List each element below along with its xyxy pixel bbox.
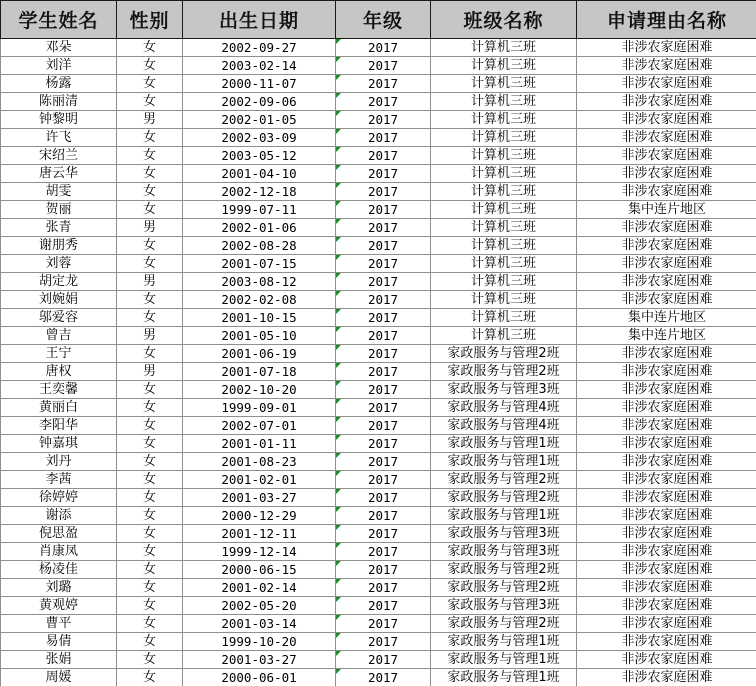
cell-class-name[interactable]: 计算机三班 [431, 111, 577, 129]
cell-gender[interactable]: 女 [117, 93, 183, 111]
cell-grade[interactable]: 2017 [336, 219, 431, 237]
cell-student-name[interactable]: 黄丽白 [1, 399, 117, 417]
cell-birth-date[interactable]: 2001-10-15 [183, 309, 336, 327]
cell-birth-date[interactable]: 2002-12-18 [183, 183, 336, 201]
cell-gender[interactable]: 女 [117, 147, 183, 165]
cell-reason[interactable]: 非涉农家庭困难 [577, 147, 756, 165]
cell-reason[interactable]: 非涉农家庭困难 [577, 507, 756, 525]
table-row [1, 435, 756, 453]
cell-reason[interactable]: 非涉农家庭困难 [577, 399, 756, 417]
cell-grade[interactable]: 2017 [336, 165, 431, 183]
cell-class-name[interactable]: 计算机三班 [431, 183, 577, 201]
cell-class-name[interactable]: 计算机三班 [431, 291, 577, 309]
cell-reason[interactable]: 非涉农家庭困难 [577, 435, 756, 453]
cell-grade[interactable]: 2017 [336, 543, 431, 561]
cell-grade[interactable]: 2017 [336, 489, 431, 507]
cell-gender[interactable]: 女 [117, 669, 183, 686]
cell-reason[interactable]: 非涉农家庭困难 [577, 345, 756, 363]
table-row [1, 579, 756, 597]
cell-gender[interactable]: 女 [117, 651, 183, 669]
cell-reason[interactable]: 集中连片地区 [577, 201, 756, 219]
cell-grade[interactable]: 2017 [336, 615, 431, 633]
cell-grade[interactable]: 2017 [336, 201, 431, 219]
cell-grade[interactable]: 2017 [336, 561, 431, 579]
table-row [1, 147, 756, 165]
cell-gender[interactable]: 女 [117, 615, 183, 633]
cell-gender[interactable]: 男 [117, 111, 183, 129]
cell-birth-date[interactable]: 2002-10-20 [183, 381, 336, 399]
cell-gender[interactable]: 女 [117, 435, 183, 453]
cell-class-name[interactable]: 家政服务与管理1班 [431, 453, 577, 471]
table-row [1, 525, 756, 543]
cell-student-name[interactable]: 钟黎明 [1, 111, 117, 129]
cell-birth-date[interactable]: 2002-09-27 [183, 39, 336, 57]
cell-gender[interactable]: 女 [117, 543, 183, 561]
cell-reason[interactable]: 非涉农家庭困难 [577, 219, 756, 237]
cell-class-name[interactable]: 家政服务与管理4班 [431, 399, 577, 417]
cell-reason[interactable]: 非涉农家庭困难 [577, 525, 756, 543]
cell-class-name[interactable]: 家政服务与管理1班 [431, 669, 577, 686]
cell-class-name[interactable]: 计算机三班 [431, 255, 577, 273]
cell-grade[interactable]: 2017 [336, 597, 431, 615]
cell-grade[interactable]: 2017 [336, 75, 431, 93]
cell-class-name[interactable]: 家政服务与管理1班 [431, 651, 577, 669]
cell-gender[interactable]: 女 [117, 597, 183, 615]
cell-reason[interactable]: 非涉农家庭困难 [577, 651, 756, 669]
table-row [1, 75, 756, 93]
cell-birth-date[interactable]: 2001-02-01 [183, 471, 336, 489]
cell-birth-date[interactable]: 2000-11-07 [183, 75, 336, 93]
cell-grade[interactable]: 2017 [336, 471, 431, 489]
cell-birth-date[interactable]: 2003-02-14 [183, 57, 336, 75]
table-row [1, 183, 756, 201]
cell-birth-date[interactable]: 2002-08-28 [183, 237, 336, 255]
cell-grade[interactable]: 2017 [336, 237, 431, 255]
table-row [1, 543, 756, 561]
cell-student-name[interactable]: 邓朵 [1, 39, 117, 57]
header-student-name[interactable]: 学生姓名 [1, 1, 117, 39]
cell-grade[interactable]: 2017 [336, 651, 431, 669]
cell-birth-date[interactable]: 2002-09-06 [183, 93, 336, 111]
cell-student-name[interactable]: 李阳华 [1, 417, 117, 435]
table-row [1, 291, 756, 309]
cell-student-name[interactable]: 杨凌佳 [1, 561, 117, 579]
cell-birth-date[interactable]: 1999-07-11 [183, 201, 336, 219]
cell-reason[interactable]: 非涉农家庭困难 [577, 561, 756, 579]
header-gender[interactable]: 性别 [117, 1, 183, 39]
cell-grade[interactable]: 2017 [336, 129, 431, 147]
cell-gender[interactable]: 女 [117, 561, 183, 579]
cell-birth-date[interactable]: 2000-06-15 [183, 561, 336, 579]
cell-student-name[interactable]: 刘丹 [1, 453, 117, 471]
cell-reason[interactable]: 非涉农家庭困难 [577, 291, 756, 309]
cell-grade[interactable]: 2017 [336, 255, 431, 273]
cell-birth-date[interactable]: 2001-07-15 [183, 255, 336, 273]
table-row [1, 489, 756, 507]
cell-grade[interactable]: 2017 [336, 435, 431, 453]
table-row [1, 417, 756, 435]
cell-birth-date[interactable]: 2002-07-01 [183, 417, 336, 435]
cell-student-name[interactable]: 唐云华 [1, 165, 117, 183]
cell-student-name[interactable]: 曹平 [1, 615, 117, 633]
header-birth-date[interactable]: 出生日期 [183, 1, 336, 39]
cell-gender[interactable]: 男 [117, 273, 183, 291]
cell-reason[interactable]: 非涉农家庭困难 [577, 129, 756, 147]
cell-reason[interactable]: 非涉农家庭困难 [577, 633, 756, 651]
cell-gender[interactable]: 女 [117, 345, 183, 363]
table-row [1, 363, 756, 381]
cell-class-name[interactable]: 计算机三班 [431, 93, 577, 111]
cell-student-name[interactable]: 胡定龙 [1, 273, 117, 291]
cell-reason[interactable]: 非涉农家庭困难 [577, 255, 756, 273]
cell-student-name[interactable]: 胡雯 [1, 183, 117, 201]
cell-birth-date[interactable]: 1999-10-20 [183, 633, 336, 651]
cell-student-name[interactable]: 贺丽 [1, 201, 117, 219]
cell-reason[interactable]: 非涉农家庭困难 [577, 111, 756, 129]
cell-student-name[interactable]: 肖康凤 [1, 543, 117, 561]
cell-birth-date[interactable]: 2001-04-10 [183, 165, 336, 183]
cell-reason[interactable]: 非涉农家庭困难 [577, 93, 756, 111]
cell-grade[interactable]: 2017 [336, 273, 431, 291]
cell-student-name[interactable]: 李茜 [1, 471, 117, 489]
cell-reason[interactable]: 非涉农家庭困难 [577, 579, 756, 597]
cell-birth-date[interactable]: 2001-06-19 [183, 345, 336, 363]
cell-student-name[interactable]: 黄观婷 [1, 597, 117, 615]
table-row [1, 669, 756, 686]
cell-class-name[interactable]: 家政服务与管理2班 [431, 615, 577, 633]
cell-student-name[interactable]: 周媛 [1, 669, 117, 686]
cell-birth-date[interactable]: 1999-09-01 [183, 399, 336, 417]
table-row [1, 597, 756, 615]
cell-gender[interactable]: 女 [117, 75, 183, 93]
table-row [1, 651, 756, 669]
cell-class-name[interactable]: 计算机三班 [431, 327, 577, 345]
cell-reason[interactable]: 非涉农家庭困难 [577, 183, 756, 201]
table-row [1, 111, 756, 129]
table-row [1, 615, 756, 633]
cell-gender[interactable]: 女 [117, 201, 183, 219]
cell-gender[interactable]: 男 [117, 327, 183, 345]
header-class-name[interactable]: 班级名称 [431, 1, 577, 39]
cell-class-name[interactable]: 家政服务与管理2班 [431, 561, 577, 579]
cell-class-name[interactable]: 计算机三班 [431, 57, 577, 75]
cell-grade[interactable]: 2017 [336, 399, 431, 417]
cell-student-name[interactable]: 易倩 [1, 633, 117, 651]
cell-reason[interactable]: 集中连片地区 [577, 309, 756, 327]
cell-gender[interactable]: 女 [117, 237, 183, 255]
cell-student-name[interactable]: 刘洋 [1, 57, 117, 75]
cell-grade[interactable]: 2017 [336, 525, 431, 543]
cell-gender[interactable]: 女 [117, 417, 183, 435]
cell-grade[interactable]: 2017 [336, 345, 431, 363]
cell-gender[interactable]: 女 [117, 165, 183, 183]
cell-class-name[interactable]: 家政服务与管理1班 [431, 633, 577, 651]
cell-gender[interactable]: 女 [117, 453, 183, 471]
cell-class-name[interactable]: 计算机三班 [431, 75, 577, 93]
cell-birth-date[interactable]: 2002-02-08 [183, 291, 336, 309]
cell-reason[interactable]: 非涉农家庭困难 [577, 363, 756, 381]
cell-birth-date[interactable]: 1999-12-14 [183, 543, 336, 561]
cell-gender[interactable]: 女 [117, 129, 183, 147]
cell-class-name[interactable]: 家政服务与管理2班 [431, 579, 577, 597]
cell-grade[interactable]: 2017 [336, 633, 431, 651]
table-row [1, 219, 756, 237]
cell-birth-date[interactable]: 2002-03-09 [183, 129, 336, 147]
cell-birth-date[interactable]: 2003-08-12 [183, 273, 336, 291]
cell-student-name[interactable]: 刘璐 [1, 579, 117, 597]
table-row [1, 93, 756, 111]
cell-student-name[interactable]: 张娟 [1, 651, 117, 669]
cell-student-name[interactable]: 邬爱容 [1, 309, 117, 327]
cell-grade[interactable]: 2017 [336, 453, 431, 471]
table-row [1, 309, 756, 327]
cell-birth-date[interactable]: 2002-01-06 [183, 219, 336, 237]
cell-student-name[interactable]: 宋绍兰 [1, 147, 117, 165]
cell-reason[interactable]: 非涉农家庭困难 [577, 75, 756, 93]
cell-grade[interactable]: 2017 [336, 147, 431, 165]
table-row [1, 453, 756, 471]
cell-gender[interactable]: 女 [117, 633, 183, 651]
cell-gender[interactable]: 女 [117, 183, 183, 201]
cell-birth-date[interactable]: 2000-06-01 [183, 669, 336, 686]
cell-reason[interactable]: 集中连片地区 [577, 327, 756, 345]
cell-birth-date[interactable]: 2001-03-27 [183, 651, 336, 669]
cell-student-name[interactable]: 张青 [1, 219, 117, 237]
cell-reason[interactable]: 非涉农家庭困难 [577, 417, 756, 435]
table-row [1, 201, 756, 219]
cell-reason[interactable]: 非涉农家庭困难 [577, 615, 756, 633]
cell-reason[interactable]: 非涉农家庭困难 [577, 471, 756, 489]
cell-grade[interactable]: 2017 [336, 327, 431, 345]
cell-reason[interactable]: 非涉农家庭困难 [577, 57, 756, 75]
cell-reason[interactable]: 非涉农家庭困难 [577, 39, 756, 57]
cell-student-name[interactable]: 刘婉娟 [1, 291, 117, 309]
cell-class-name[interactable]: 家政服务与管理3班 [431, 597, 577, 615]
cell-class-name[interactable]: 计算机三班 [431, 273, 577, 291]
table-row [1, 561, 756, 579]
cell-grade[interactable]: 2017 [336, 93, 431, 111]
cell-grade[interactable]: 2017 [336, 507, 431, 525]
cell-grade[interactable]: 2017 [336, 39, 431, 57]
cell-gender[interactable]: 女 [117, 291, 183, 309]
cell-reason[interactable]: 非涉农家庭困难 [577, 165, 756, 183]
cell-student-name[interactable]: 倪思盈 [1, 525, 117, 543]
cell-gender[interactable]: 女 [117, 309, 183, 327]
cell-class-name[interactable]: 家政服务与管理2班 [431, 345, 577, 363]
table-row [1, 129, 756, 147]
cell-class-name[interactable]: 计算机三班 [431, 129, 577, 147]
cell-gender[interactable]: 女 [117, 399, 183, 417]
table-row [1, 381, 756, 399]
cell-student-name[interactable]: 刘蓉 [1, 255, 117, 273]
cell-birth-date[interactable]: 2001-12-11 [183, 525, 336, 543]
cell-reason[interactable]: 非涉农家庭困难 [577, 543, 756, 561]
cell-grade[interactable]: 2017 [336, 291, 431, 309]
cell-class-name[interactable]: 计算机三班 [431, 165, 577, 183]
cell-class-name[interactable]: 家政服务与管理1班 [431, 507, 577, 525]
cell-class-name[interactable]: 家政服务与管理1班 [431, 435, 577, 453]
cell-reason[interactable]: 非涉农家庭困难 [577, 597, 756, 615]
cell-class-name[interactable]: 家政服务与管理3班 [431, 525, 577, 543]
cell-student-name[interactable]: 谢添 [1, 507, 117, 525]
cell-reason[interactable]: 非涉农家庭困难 [577, 489, 756, 507]
cell-gender[interactable]: 女 [117, 489, 183, 507]
cell-gender[interactable]: 女 [117, 39, 183, 57]
cell-grade[interactable]: 2017 [336, 381, 431, 399]
cell-birth-date[interactable]: 2002-05-20 [183, 597, 336, 615]
cell-class-name[interactable]: 计算机三班 [431, 309, 577, 327]
table-row [1, 237, 756, 255]
cell-reason[interactable]: 非涉农家庭困难 [577, 273, 756, 291]
header-grade[interactable]: 年级 [336, 1, 431, 39]
cell-reason[interactable]: 非涉农家庭困难 [577, 381, 756, 399]
cell-birth-date[interactable]: 2000-12-29 [183, 507, 336, 525]
table-row [1, 507, 756, 525]
table-row [1, 57, 756, 75]
header-row [1, 1, 756, 39]
cell-class-name[interactable]: 家政服务与管理2班 [431, 489, 577, 507]
cell-class-name[interactable]: 计算机三班 [431, 219, 577, 237]
cell-birth-date[interactable]: 2001-08-23 [183, 453, 336, 471]
cell-student-name[interactable]: 曾吉 [1, 327, 117, 345]
cell-class-name[interactable]: 计算机三班 [431, 201, 577, 219]
table-row [1, 345, 756, 363]
cell-birth-date[interactable]: 2002-01-05 [183, 111, 336, 129]
cell-gender[interactable]: 女 [117, 471, 183, 489]
cell-class-name[interactable]: 家政服务与管理3班 [431, 543, 577, 561]
cell-gender[interactable]: 男 [117, 363, 183, 381]
cell-student-name[interactable]: 王奕馨 [1, 381, 117, 399]
table-row [1, 273, 756, 291]
cell-reason[interactable]: 非涉农家庭困难 [577, 453, 756, 471]
cell-student-name[interactable]: 钟嘉琪 [1, 435, 117, 453]
cell-student-name[interactable]: 陈丽清 [1, 93, 117, 111]
cell-reason[interactable]: 非涉农家庭困难 [577, 237, 756, 255]
cell-class-name[interactable]: 家政服务与管理4班 [431, 417, 577, 435]
table-row [1, 327, 756, 345]
cell-grade[interactable]: 2017 [336, 579, 431, 597]
cell-grade[interactable]: 2017 [336, 57, 431, 75]
cell-student-name[interactable]: 许飞 [1, 129, 117, 147]
cell-reason[interactable]: 非涉农家庭困难 [577, 669, 756, 686]
table-row [1, 255, 756, 273]
cell-student-name[interactable]: 王宁 [1, 345, 117, 363]
cell-class-name[interactable]: 家政服务与管理2班 [431, 471, 577, 489]
table-row [1, 633, 756, 651]
cell-gender[interactable]: 女 [117, 255, 183, 273]
cell-class-name[interactable]: 计算机三班 [431, 237, 577, 255]
cell-birth-date[interactable]: 2001-03-14 [183, 615, 336, 633]
cell-birth-date[interactable]: 2001-07-18 [183, 363, 336, 381]
cell-gender[interactable]: 女 [117, 381, 183, 399]
cell-gender[interactable]: 女 [117, 579, 183, 597]
cell-student-name[interactable]: 徐婷婷 [1, 489, 117, 507]
table-row [1, 471, 756, 489]
cell-birth-date[interactable]: 2001-02-14 [183, 579, 336, 597]
table-row [1, 399, 756, 417]
cell-gender[interactable]: 女 [117, 525, 183, 543]
cell-class-name[interactable]: 计算机三班 [431, 39, 577, 57]
cell-student-name[interactable]: 唐权 [1, 363, 117, 381]
table-row [1, 165, 756, 183]
table-row [1, 39, 756, 57]
cell-grade[interactable]: 2017 [336, 669, 431, 686]
cell-class-name[interactable]: 计算机三班 [431, 147, 577, 165]
cell-grade[interactable]: 2017 [336, 183, 431, 201]
cell-class-name[interactable]: 家政服务与管理2班 [431, 363, 577, 381]
cell-birth-date[interactable]: 2003-05-12 [183, 147, 336, 165]
cell-student-name[interactable]: 谢朋秀 [1, 237, 117, 255]
cell-gender[interactable]: 女 [117, 57, 183, 75]
cell-gender[interactable]: 女 [117, 507, 183, 525]
cell-grade[interactable]: 2017 [336, 363, 431, 381]
cell-birth-date[interactable]: 2001-03-27 [183, 489, 336, 507]
header-reason[interactable]: 申请理由名称 [577, 1, 756, 39]
cell-grade[interactable]: 2017 [336, 111, 431, 129]
cell-student-name[interactable]: 杨露 [1, 75, 117, 93]
cell-grade[interactable]: 2017 [336, 417, 431, 435]
cell-class-name[interactable]: 家政服务与管理3班 [431, 381, 577, 399]
cell-gender[interactable]: 男 [117, 219, 183, 237]
cell-grade[interactable]: 2017 [336, 309, 431, 327]
cell-birth-date[interactable]: 2001-01-11 [183, 435, 336, 453]
cell-birth-date[interactable]: 2001-05-10 [183, 327, 336, 345]
